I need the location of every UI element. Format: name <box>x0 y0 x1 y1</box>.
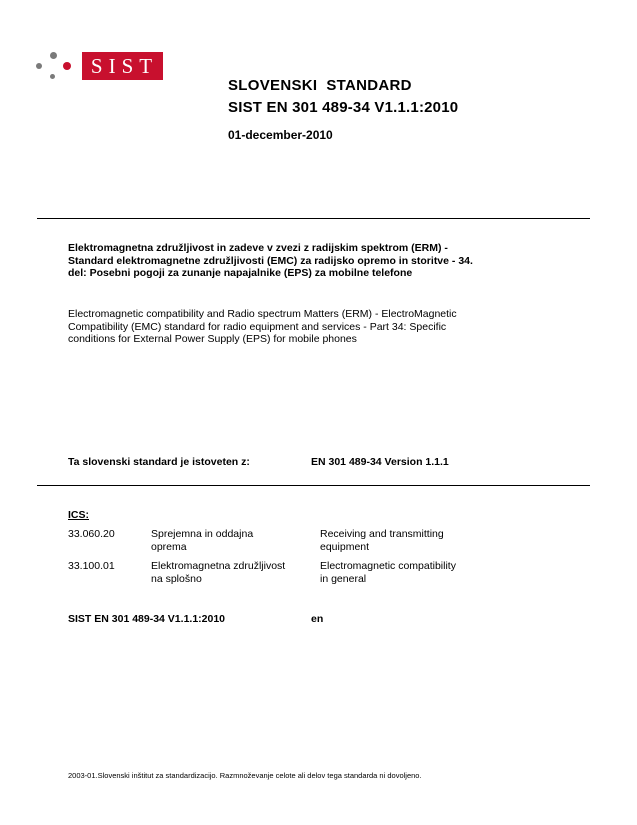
ics-code: 33.100.01 <box>68 560 115 572</box>
sist-logo: SIST <box>82 52 163 80</box>
standard-id: SIST EN 301 489-34 V1.1.1:2010 <box>228 99 459 116</box>
ics-code: 33.060.20 <box>68 528 115 540</box>
logo-dots-icon <box>36 50 76 84</box>
ics-description-slovene <box>151 560 316 585</box>
identity-label: Ta slovenski standard je istoveten z: <box>68 456 250 468</box>
ics-en-line: equipment <box>320 540 370 553</box>
title-slovene-line: Elektromagnetna združljivost in zadeve v zvezi z radijskim spektrom (ERM) - <box>68 242 448 254</box>
title-english-line: Compatibility (EMC) standard for radio equipment and services - Part 34: Specific <box>68 320 447 333</box>
top-divider <box>37 218 590 219</box>
ics-sl-line: Sprejemna in oddajna <box>151 528 254 540</box>
footer-language: en <box>311 613 324 625</box>
ics-en-line: in general <box>320 572 367 585</box>
ics-en-line: Receiving and transmitting <box>320 528 444 540</box>
ics-sl-line: na splošno <box>151 572 202 585</box>
ics-description-english <box>320 528 500 553</box>
copyright-notice: 2003-01.Slovenski inštitut za standardizacijo. Razmnoževanje celote ali delov tega standarda ni dovoljeno. <box>68 771 422 780</box>
middle-divider <box>37 485 590 486</box>
ics-sl-line: oprema <box>151 540 187 553</box>
footer-standard-id: SIST EN 301 489-34 V1.1.1:2010 <box>68 613 226 625</box>
title-english-line: conditions for External Power Supply (EPS) for mobile phones <box>68 333 357 345</box>
standard-type: SLOVENSKI STANDARD <box>228 77 412 94</box>
title-slovene <box>68 242 548 280</box>
title-slovene-line: del: Posebni pogoji za zunanje napajalnike (EPS) za mobilne telefone <box>68 267 413 279</box>
ics-description-slovene <box>151 528 316 553</box>
ics-heading: ICS: <box>68 509 89 521</box>
ics-en-line: Electromagnetic compatibility <box>320 560 456 572</box>
title-slovene-line: Standard elektromagnetne združljivosti (EMC) za radijsko opremo in storitve - 34. <box>68 254 473 267</box>
ics-sl-line: Elektromagnetna združljivost <box>151 560 286 572</box>
ics-description-english <box>320 560 500 585</box>
title-english-line: Electromagnetic compatibility and Radio spectrum Matters (ERM) - ElectroMagnetic <box>68 308 457 320</box>
standard-date: 01-december-2010 <box>228 128 333 142</box>
identity-value: EN 301 489-34 Version 1.1.1 <box>311 456 449 468</box>
title-english <box>68 308 548 346</box>
